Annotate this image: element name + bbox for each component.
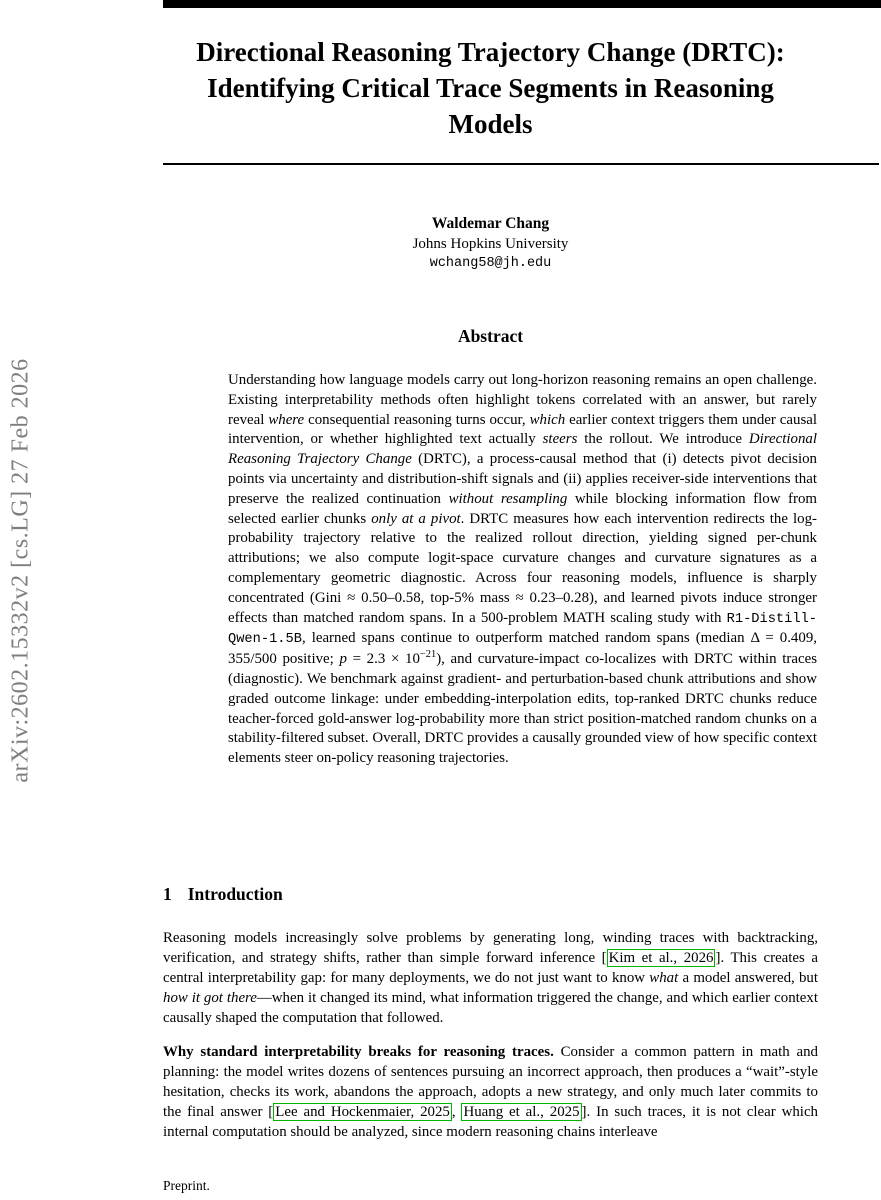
text-segment: —when it changed its mind, what information triggered the change, and which earlier context causally shaped the computation that followed. [163,990,818,1026]
text-segment: which [529,411,566,428]
author-affiliation: Johns Hopkins University [412,236,569,252]
introduction-body [163,928,818,1156]
text-segment: a model answered, but [678,970,818,986]
text-segment: Why standard interpretability breaks for reasoning traces. [163,1044,554,1060]
text-segment: R1-Distill-Qwen-1.5B [228,611,817,648]
text-segment: Consider a common pattern in math and planning: the model writes dozens of sentences pursuing an incorrect approach, then produces a “wait”-style hesitation, checks its work, abandons the approach, adopts a new strategy, and only much later commits to the final answer [ [163,1044,818,1120]
arxiv-stamp: arXiv:2602.15332v2 [cs.LG] 27 Feb 2026 [7,358,34,783]
paper-title-line-1: Directional Reasoning Trajectory Change (DRTC): [196,37,785,67]
text-segment: what [649,970,679,986]
title-rule [163,163,879,165]
text-segment: how it got there [163,990,257,1006]
text-segment: Reasoning models increasingly solve problems by generating long, winding traces with backtracking, verification, and strategy shifts, rather than simple forward inference [ [163,930,818,966]
text-segment: = 2.3 × 10 [346,651,420,668]
text-segment: (DRTC), a process-causal method that (i) detects pivot decision points via uncertainty and distribution-shift signals and (ii) applies receiver-side interventions that preserve the realized continuation [228,451,817,507]
section-title: Introduction [187,884,283,904]
text-segment: −21 [419,649,437,661]
text-segment: consequential reasoning turns occur, [304,411,530,428]
page-footer: Preprint. [163,1178,210,1193]
citation-link[interactable]: Lee and Hockenmaier, 2025 [275,1104,450,1120]
text-segment: while blocking information flow from selected earlier chunks [228,490,817,527]
text-segment: . DRTC measures how each intervention redirects the log-probability trajectory relative to the realized rollout direction, yielding signed per-chunk attributions; we also compute logit-space curvature changes and curvature signatures as a complementary geometric diagnostic. Across four reasoning models, influence is sharply concentrated (Gini ≈ 0.50–0.58, top-5% mass ≈ 0.23–0.28), and learned pivots induce stronger effects than matched random spans. In a 500-problem MATH scaling study with [228,510,817,626]
citation-link[interactable]: Huang et al., 2025 [463,1104,580,1120]
text-segment: p [339,651,347,668]
text-segment: without resampling [448,490,568,507]
text-segment: steers [542,431,578,448]
text-segment: Directional Reasoning Trajectory Change [228,431,817,468]
text-segment: ), and curvature-impact co-localizes with DRTC within traces (diagnostic). We benchmark against gradient- and perturbation-based chunk attributions and show graded outcome linkage: under embedding-interpolation edits, top-ranked DRTC chunks reduce teacher-forced gold-answer log-probability more than strict position-matched random chunks on a stability-filtered subset. Overall, DRTC provides a causally grounded view of how specific context elements steer on-policy reasoning trajectories. [228,651,817,767]
text-segment: , [451,1104,462,1120]
intro-paragraph-2 [163,1042,818,1142]
text-segment: ]. This creates a central interpretability gap: for many deployments, we do not just want to know [163,950,818,986]
abstract-heading: Abstract [457,326,524,346]
text-segment: only at a pivot [371,510,461,527]
paper-title-line-2: Identifying Critical Trace Segments in Reasoning [207,73,774,103]
author-block [163,214,818,274]
text-segment: ]. In such traces, it is not clear which internal computation should be analyzed, since modern reasoning chains interleave [163,1104,818,1140]
text-segment: Understanding how language models carry out long-horizon reasoning remains an open challenge. Existing interpretability methods often highlight tokens correlated with an answer, but rarely reveal [228,372,817,428]
section-heading-introduction [163,884,283,905]
author-name: Waldemar Chang [431,215,550,232]
author-email: wchang58@jh.edu [429,256,552,271]
abstract-text [228,371,817,769]
intro-paragraph-1 [163,928,818,1028]
text-segment: where [268,411,305,428]
paper-title-line-3: Models [448,109,533,139]
citation-link[interactable]: Kim et al., 2026 [608,950,714,966]
text-segment: , learned spans continue to outperform matched random spans (median Δ = 0.409, 355/500 positive; [228,630,817,668]
paper-title [163,34,818,142]
text-segment: the rollout. We introduce [577,431,749,448]
section-number: 1 [163,884,172,904]
top-black-bar [163,0,881,8]
text-segment: earlier context triggers them under causal intervention, or whether highlighted text actually [228,411,817,448]
